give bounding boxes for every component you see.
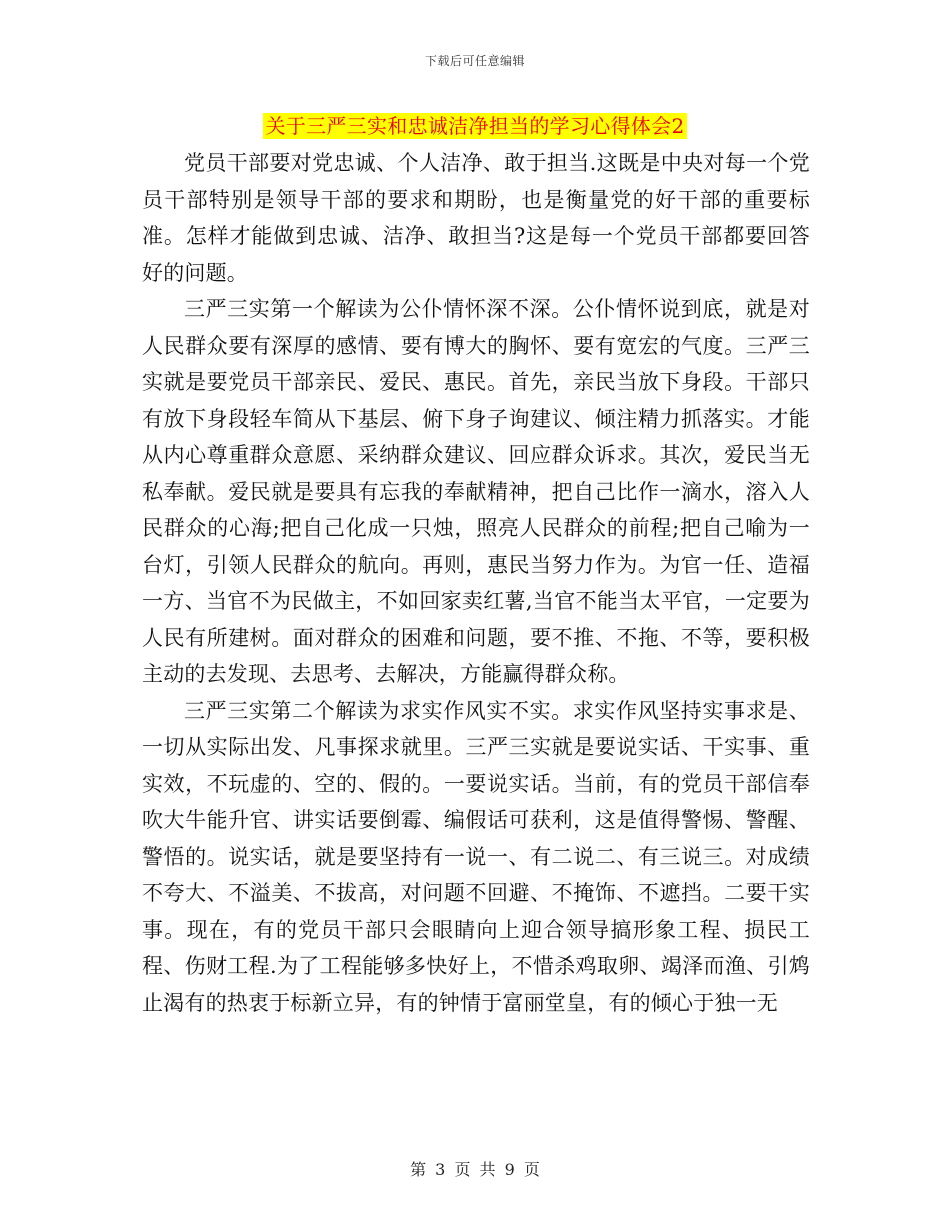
document-title: 关于三严三实和忠诚洁净担当的学习心得体会2 xyxy=(265,114,685,138)
paragraph-3: 三严三实第二个解读为求实作风实不实。求实作风坚持实事求是、一切从实际出发、凡事探求就里。三严三实就是要说实话、干实事、重实效，不玩虚的、空的、假的。一要说实话。当前，有的党员干部信奉吹大牛能升官、讲实话要倒霉、编假话可获利，这是值得警惕、警醒、警悟的。说实话，就是要坚持有一说一、有二说二、有三说三。对成绩不夸大、不溢美、不拔高，对问题不回避、不掩饰、不遮挡。二要干实事。现在，有的党员干部只会眼睛向上迎合领导搞形象工程、损民工程、伤财工程.为了工程能够多快好上，不惜杀鸡取卵、竭泽而渔、引鸩止渴有的热衷于标新立异，有的钟情于富丽堂皇，有的倾心于独一无 xyxy=(142,698,810,1015)
document-body xyxy=(142,145,810,1021)
document-title-container xyxy=(0,113,950,139)
page-header: 下载后可任意编辑 xyxy=(424,54,525,68)
page-footer: 第 3 页 共 9 页 xyxy=(410,1160,540,1179)
paragraph-1: 党员干部要对党忠诚、个人洁净、敢于担当.这既是中央对每一个党员干部特别是领导干部的要求和期盼，也是衡量党的好干部的重要标准。怎样才能做到忠诚、洁净、敢担当?这是每一个党员干部都要回答好的问题。 xyxy=(142,151,810,285)
paragraph-2: 三严三实第一个解读为公仆情怀深不深。公仆情怀说到底，就是对人民群众要有深厚的感情、要有博大的胸怀、要有宽宏的气度。三严三实就是要党员干部亲民、爱民、惠民。首先，亲民当放下身段。干部只有放下身段轻车简从下基层、俯下身子询建议、倾注精力抓落实。才能从内心尊重群众意愿、采纳群众建议、回应群众诉求。其次，爱民当无私奉献。爱民就是要具有忘我的奉献精神，把自己比作一滴水，溶入人民群众的心海;把自己化成一只烛，照亮人民群众的前程;把自己喻为一台灯，引领人民群众的航向。再则，惠民当努力作为。为官一任、造福一方、当官不为民做主，不如回家卖红薯,当官不能当太平官，一定要为人民有所建树。面对群众的困难和问题，要不推、不拖、不等，要积极主动的去发现、去思考、去解决，方能赢得群众称。 xyxy=(142,297,810,686)
